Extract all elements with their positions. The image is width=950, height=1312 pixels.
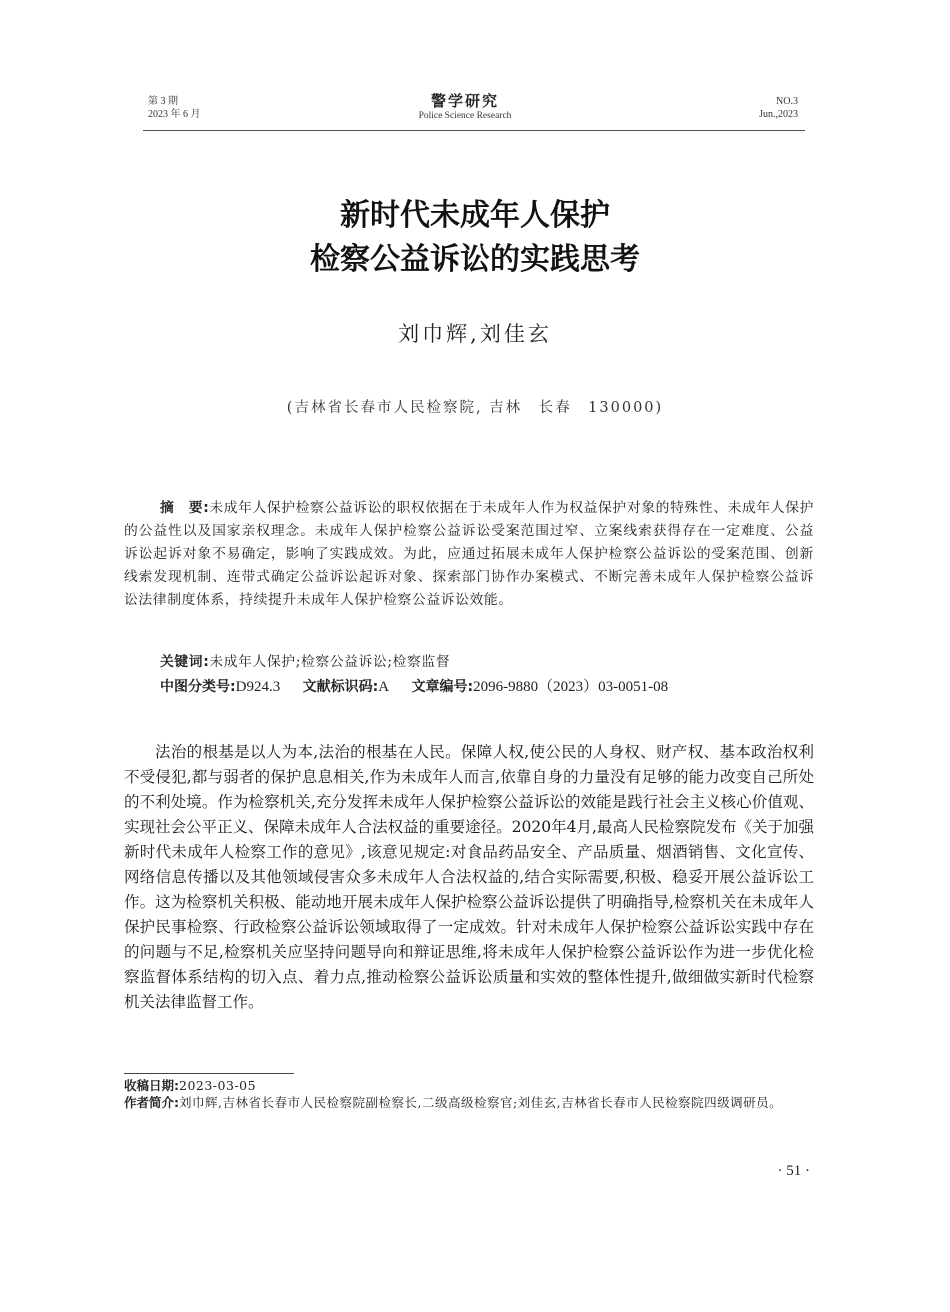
issue-date-en: Jun.,2023 bbox=[759, 109, 798, 120]
footnotes bbox=[124, 1077, 814, 1111]
running-header-center bbox=[380, 92, 550, 122]
abstract-label: 摘 要: bbox=[160, 500, 210, 516]
article-title bbox=[150, 194, 800, 282]
title-line-2: 检察公益诉讼的实践思考 bbox=[310, 242, 640, 277]
footnote-rule bbox=[124, 1073, 294, 1074]
title-line-1: 新时代未成年人保护 bbox=[340, 198, 610, 233]
body-paragraph: 法治的根基是以人为本,法治的根基在人民。保障人权,使公民的人身权、财产权、基本政治权利不受侵犯,都与弱者的保护息息相关,作为未成年人而言,依靠自身的力量没有足够的能力改变自己所处的不利处境。作为检察机关,充分发挥未成年人保护检察公益诉讼的效能是践行社会主义核心价值观、实现社会公平正义、保障未成年人合法权益的重要途径。2020年4月,最高人民检察院发布《关于加强新时代未成年人检察工作的意见》,该意见规定:对食品药品安全、产品质量、烟酒销售、文化宣传、网络信息传播以及其他领域侵害众多未成年人合法权益的,结合实际需要,积极、稳妥开展公益诉讼工作。这为检察机关积极、能动地开展未成年人保护检察公益诉讼提供了明确指导,检察机关在未成年人保护民事检察、行政检察公益诉讼领域取得了一定成效。针对未成年人保护检察公益诉讼实践中存在的问题与不足,检察机关应坚持问题导向和辩证思维,将未成年人保护检察公益诉讼作为进一步优化检察监督体系结构的切入点、着力点,推动检察公益诉讼质量和实效的整体性提升,做细做实新时代检察机关法律监督工作。 bbox=[124, 743, 814, 1011]
page-number: · 51 · bbox=[777, 1163, 810, 1179]
issue-number-en: NO.3 bbox=[776, 96, 798, 107]
abstract-text: 未成年人保护检察公益诉讼的职权依据在于未成年人作为权益保护对象的特殊性、未成年人保护的公益性以及国家亲权理念。未成年人保护检察公益诉讼受案范围过窄、立案线索获得存在一定难度、公益诉讼起诉对象不易确定，影响了实践成效。为此，应通过拓展未成年人保护检察公益诉讼的受案范围、创新线索发现机制、连带式确定公益诉讼起诉对象、探索部门协作办案模式、不断完善未成年人保护检察公益诉讼法律制度体系，持续提升未成年人保护检察公益诉讼效能。 bbox=[124, 500, 814, 608]
received-date-row bbox=[124, 1077, 814, 1094]
classification-line bbox=[160, 675, 820, 696]
running-header-right bbox=[700, 95, 798, 121]
header-rule bbox=[143, 130, 805, 131]
article-number-value: 2096-9880（2023）03-0051-08 bbox=[473, 679, 669, 695]
body-text bbox=[124, 740, 814, 1015]
author-bio-label: 作者简介: bbox=[124, 1095, 179, 1110]
authors: 刘巾辉,刘佳玄 bbox=[398, 322, 552, 346]
running-header-left bbox=[148, 95, 201, 121]
received-date-value: 2023-03-05 bbox=[179, 1078, 257, 1093]
author-bio-text: 刘巾辉,吉林省长春市人民检察院副检察长,二级高级检察官;刘佳玄,吉林省长春市人民检察院四级调研员。 bbox=[179, 1095, 783, 1110]
journal-name: 警学研究 bbox=[430, 92, 499, 110]
article-number-label: 文章编号: bbox=[411, 679, 474, 695]
keywords-text: 未成年人保护;检察公益诉讼;检察监督 bbox=[209, 654, 451, 670]
received-date-label: 收稿日期: bbox=[124, 1078, 179, 1093]
author-bio-row bbox=[124, 1094, 814, 1111]
issue-date: 2023 年 6 月 bbox=[148, 109, 201, 120]
abstract bbox=[124, 497, 814, 612]
keywords-label: 关键词: bbox=[160, 654, 210, 670]
issue-number: 第 3 期 bbox=[148, 96, 178, 107]
affiliation: (吉林省长春市人民检察院, 吉林 长春 130000) bbox=[286, 400, 664, 416]
clc-label: 中图分类号: bbox=[160, 679, 236, 695]
doc-code-value: A bbox=[378, 679, 390, 695]
clc-value: D924.3 bbox=[235, 679, 281, 695]
keywords bbox=[160, 650, 810, 670]
doc-code-label: 文献标识码: bbox=[302, 679, 379, 695]
journal-name-en: Police Science Research bbox=[418, 111, 512, 121]
